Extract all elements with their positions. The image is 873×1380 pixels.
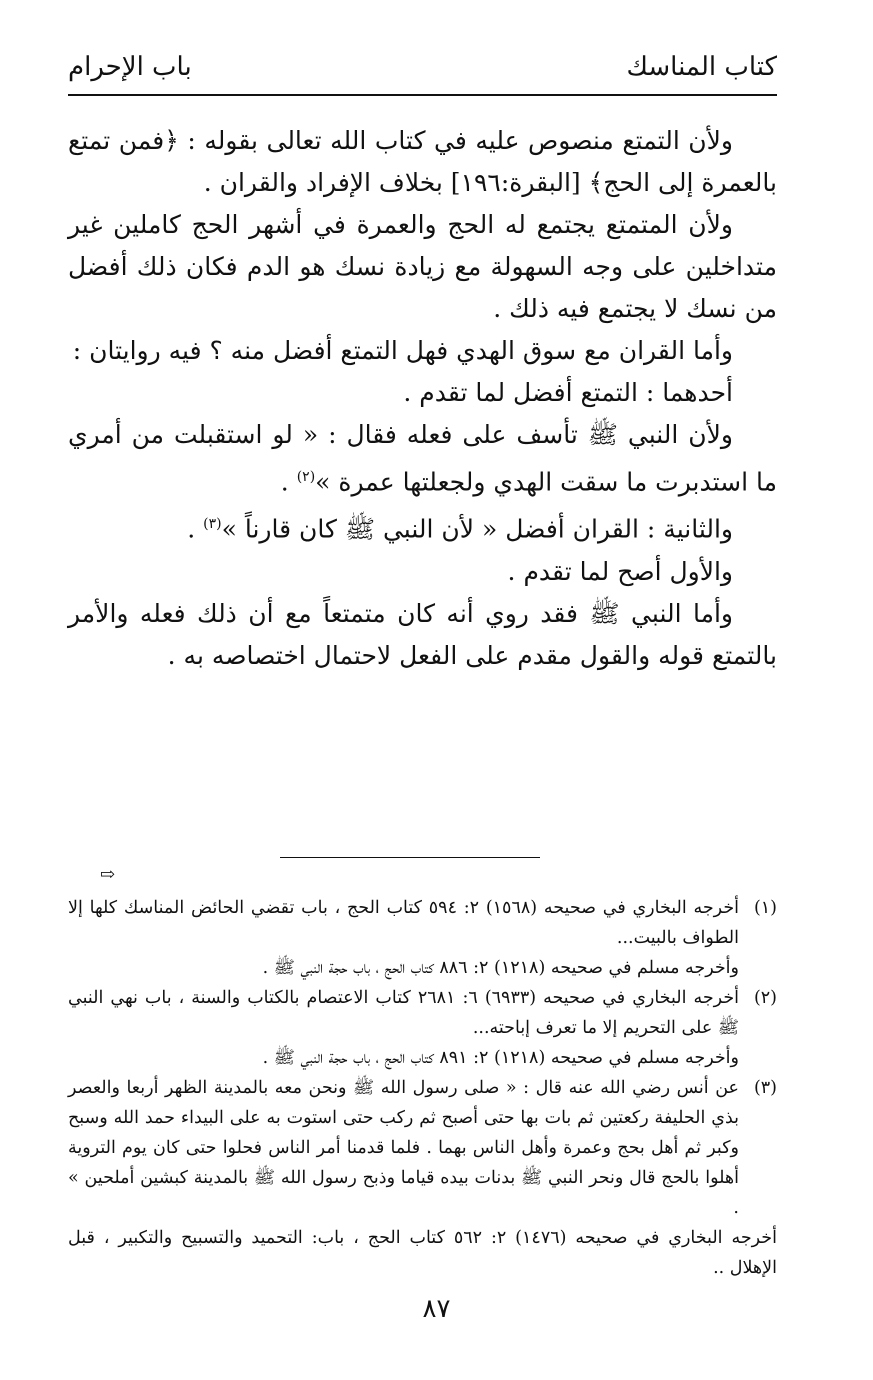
footnote-text: أخرجه البخاري في صحيحه (٦٩٣٣) ٦: ٢٦٨١ كتاب الاعتصام بالكتاب والسنة ، باب نهي النبي ﷺ على التحريم إلا ما تعرف إباحته...: [68, 988, 739, 1038]
footnote-ref: (٣): [203, 516, 222, 533]
paragraph-text: ولأن النبي ﷺ تأسف على فعله فقال : « لو استقبلت من أمري ما استدبرت ما سقت الهدي ولجعلتها عمرة »: [68, 420, 777, 497]
paragraph-text: والثانية : القران أفضل « لأن النبي ﷺ كان قارناً »: [221, 514, 733, 544]
footnote-number: (٣): [753, 1078, 777, 1098]
paragraph: ولأن التمتع منصوص عليه في كتاب الله تعالى بقوله : ﴿فمن تمتع بالعمرة إلى الحج﴾ [البقرة:١٩٦] بخلاف الإفراد والقران .: [68, 126, 777, 197]
footnote-text: أخرجه البخاري في صحيحه (١٥٦٨) ٢: ٥٩٤ كتاب الحج ، باب تقضي الحائض المناسك كلها إلا الطواف بالبيت...: [68, 898, 740, 948]
footnote-divider: [280, 857, 540, 858]
footnote-continuation: وأخرجه مسلم في صحيحه (١٢١٨) ٢: ٨٩١ كتاب الحج ، باب حجة النبي ﷺ .: [262, 1048, 739, 1068]
footnote-text: عن أنس رضي الله عنه قال : « صلى رسول الله ﷺ ونحن معه بالمدينة الظهر أربعا والعصر بذي الحليفة ركعتين ثم بات بها حتى أصبح ثم ركب حتى استوت به على البيداء حمد الله وسبح وكبر ثم أهل بحج وعمرة وأهل الناس بهما . فلما قدمنا أمر الناس فحلوا حتى كان يوم التروية أهلوا بالحج قال ونحر النبي ﷺ بدنات بيده قياما وذبح رسول الله ﷺ بالمدينة كبشين أملحين » .: [68, 1078, 739, 1218]
footnote-number: (٢): [753, 988, 777, 1008]
paragraph-end: .: [187, 514, 204, 544]
footnote-ref: (٢): [296, 469, 316, 485]
paragraph: [68, 503, 777, 550]
paragraph: ولأن المتمتع يجتمع له الحج والعمرة في أشهر الحج كاملين غير متداخلين على وجه السهولة مع زيادة نسك هو الدم فكان ذلك أفضل من نسك لا يجتمع فيه ذلك .: [68, 210, 777, 323]
main-text: [68, 120, 777, 677]
book-title: كتاب المناسك: [626, 52, 777, 82]
page-number: ٨٧: [422, 1294, 451, 1324]
footnote-1: [68, 893, 777, 953]
footnote-2: [68, 983, 777, 1043]
paragraph: والأول أصح لما تقدم .: [507, 556, 733, 586]
footnotes: [68, 893, 777, 1283]
chapter-title: باب الإحرام: [68, 52, 192, 82]
paragraph-end: .: [280, 467, 297, 497]
continuation-arrow-icon: ⇨: [100, 864, 116, 885]
paragraph: أحدهما : التمتع أفضل لما تقدم .: [403, 378, 733, 407]
footnote-continuation: أخرجه البخاري في صحيحه (١٤٧٦) ٢: ٥٦٢ كتاب الحج ، باب: التحميد والتسبيح والتكبير ، قبل الإهلال ..: [68, 1228, 777, 1278]
paragraph: وأما القران مع سوق الهدي فهل التمتع أفضل منه ؟ فيه روايتان :: [72, 336, 733, 365]
running-header: [68, 52, 777, 92]
paragraph: [68, 414, 777, 503]
header-divider: [68, 94, 777, 96]
footnote-3: [68, 1073, 777, 1223]
paragraph: وأما النبي ﷺ فقد روي أنه كان متمتعاً مع أن ذلك فعله والأمر بالتمتع قوله والقول مقدم على الفعل لاحتمال اختصاصه به .: [68, 598, 777, 670]
footnote-number: (١): [753, 898, 777, 918]
footnote-continuation: وأخرجه مسلم في صحيحه (١٢١٨) ٢: ٨٨٦ كتاب الحج ، باب حجة النبي ﷺ .: [262, 958, 739, 978]
